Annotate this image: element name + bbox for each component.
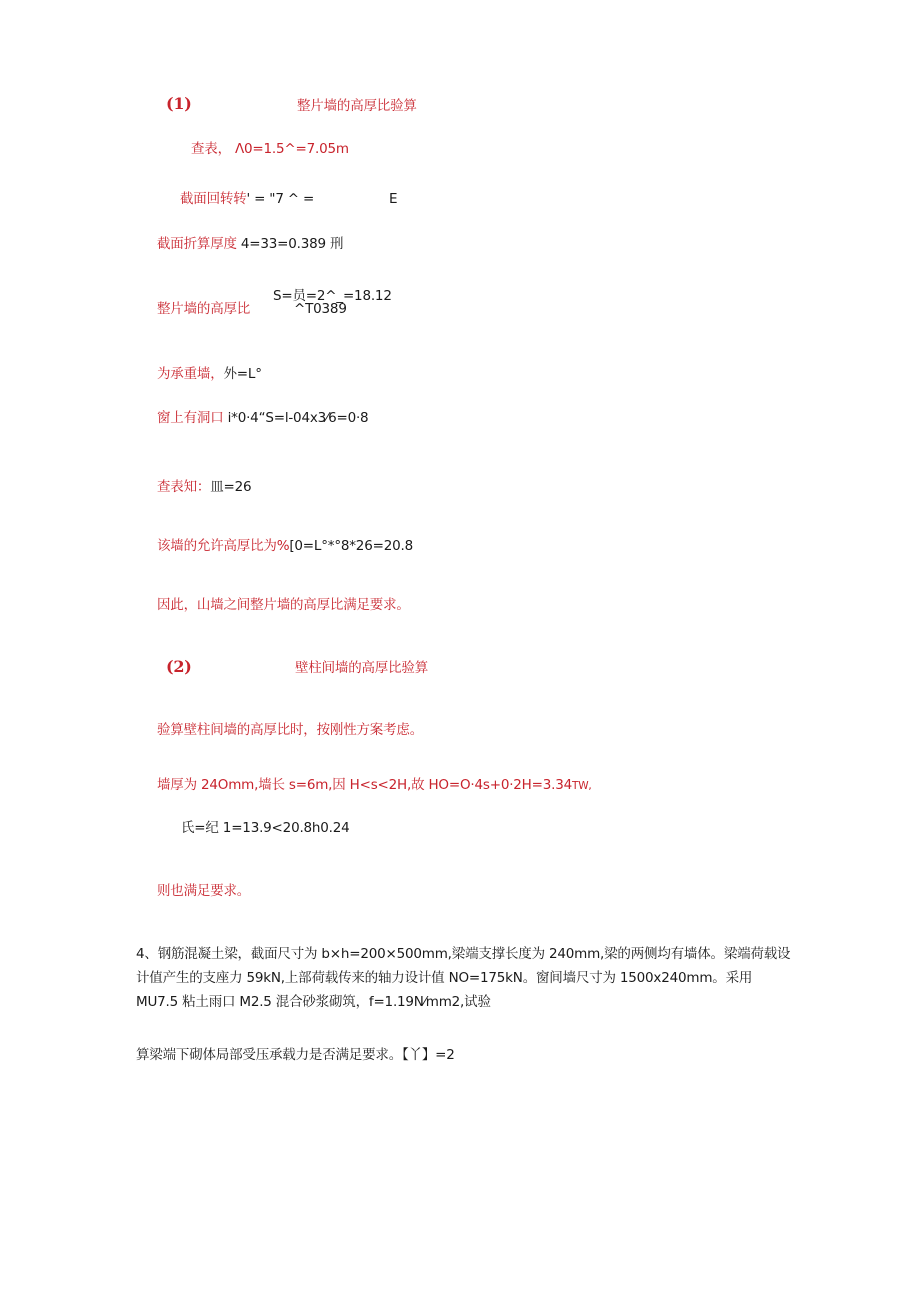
section2-condition-unit: TW, bbox=[572, 780, 592, 792]
lookup-line bbox=[191, 140, 349, 158]
section2-condition-line bbox=[157, 776, 592, 795]
lookup2-label: 查表知： bbox=[157, 479, 211, 495]
lookup2-line bbox=[157, 478, 251, 496]
window-line bbox=[157, 409, 368, 427]
section2-number: (2) bbox=[166, 657, 192, 676]
section2-conclusion: 则也满足要求。 bbox=[157, 883, 251, 899]
section2-result: 氏=纪 1=13.9<20.8h0.24 bbox=[181, 820, 350, 836]
allow-line bbox=[157, 537, 413, 555]
gyration-label: 截面回转转 bbox=[180, 191, 247, 207]
section2-intro: 验算壁柱间墙的高厚比时，按刚性方案考虑。 bbox=[157, 722, 423, 738]
allow-formula: [0=L°*°8*26=20.8 bbox=[289, 538, 413, 554]
section2-title: 壁柱间墙的高厚比验算 bbox=[295, 660, 428, 676]
lookup2-formula: 皿=26 bbox=[210, 479, 252, 495]
section1-number: (1) bbox=[166, 94, 192, 113]
ratio-bottom: ^T0389 bbox=[294, 301, 347, 317]
bearing-label: 为承重墙， bbox=[157, 366, 224, 382]
bearing-formula: 外=L° bbox=[223, 366, 262, 382]
gyration-line bbox=[180, 190, 314, 208]
ratio-label: 整片墙的高厚比 bbox=[157, 301, 251, 317]
gyration-unit: E bbox=[389, 191, 398, 207]
lookup-formula: Λ0=1.5^=7.05m bbox=[235, 141, 349, 157]
thickness-label: 截面折算厚度 bbox=[157, 236, 237, 252]
gyration-formula: ' = "7 ^ = bbox=[246, 191, 315, 207]
window-formula: i*0·4“S=l-04x3⁄6=0·8 bbox=[227, 410, 369, 426]
thickness-formula: 4=33=0.389 刑 bbox=[240, 236, 344, 252]
section2-condition: 墙厚为 24Omm,墙长 s=6m,因 H<s<2H,故 HO=O·4s+0·2H=3.34 bbox=[157, 777, 573, 793]
problem4-question: 算梁端下砌体局部受压承载力是否满足要求。【丫】=2 bbox=[136, 1047, 455, 1063]
window-label: 窗上有洞口 bbox=[157, 410, 224, 426]
allow-label: 该墙的允许高厚比为% bbox=[157, 538, 290, 554]
thickness-line bbox=[157, 235, 343, 253]
lookup-label: 查表， bbox=[191, 141, 231, 157]
section1-conclusion: 因此，山墙之间整片墙的高厚比满足要求。 bbox=[157, 597, 410, 613]
problem4-text: 4、钢筋混凝土梁，截面尺寸为 b×h=200×500mm,梁端支撑长度为 240mm,梁的两侧均有墙体。梁端荷载设计值产生的支座力 59kN,上部荷载传来的轴力设计值 NO=175kN。窗间墙尺寸为 1500x240mm。采用 MU7.5 粘土雨口 M2.5 混合砂浆砌筑，f=1.19N⁄mm2,试验 bbox=[136, 946, 791, 1010]
ratio-top: S=员=2^_=18.12 bbox=[273, 288, 392, 304]
bearing-line bbox=[157, 365, 262, 383]
section1-title: 整片墙的高厚比验算 bbox=[297, 98, 417, 114]
